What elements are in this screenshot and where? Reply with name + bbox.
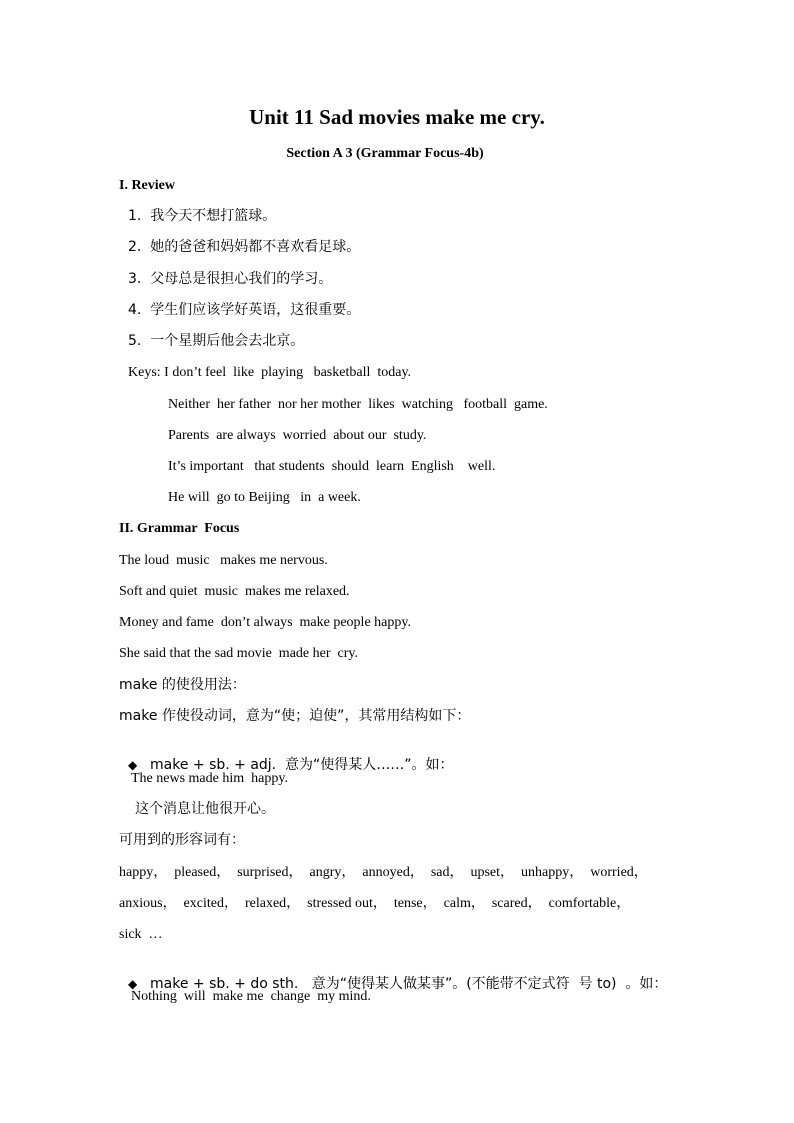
review-heading: I. Review: [119, 178, 175, 193]
grammar-sentence-1: The loud music makes me nervous.: [119, 553, 328, 568]
review-item-2: 2. 她的爸爸和妈妈都不喜欢看足球。: [128, 239, 361, 255]
bullet-1-text: make + sb. + adj. 意为“使得某人……”。如：: [150, 757, 454, 773]
adjective-list-1: happy， pleased， surprised， angry， annoyed， sad， upset， unhappy， worried，: [119, 865, 648, 880]
review-item-1: 1. 我今天不想打篮球。: [128, 208, 277, 224]
diamond-bullet-icon: ◆: [128, 977, 138, 991]
adjective-intro: 可用到的形容词有：: [119, 832, 245, 848]
example-1-en: The news made him happy.: [131, 771, 288, 786]
keys-line-5: He will go to Beijing in a week.: [168, 490, 361, 505]
adjective-list-2: anxious， excited， relaxed， stressed out， tense， calm， scared， comfortable，: [119, 896, 631, 911]
keys-line-2: Neither her father nor her mother likes watching football game.: [168, 397, 548, 412]
keys-line-1: Keys: I don’t feel like playing basketball today.: [128, 365, 412, 380]
review-item-5: 5. 一个星期后他会去北京。: [128, 333, 305, 349]
make-definition: make 作使役动词，意为“使；迫使”，其常用结构如下：: [119, 708, 471, 724]
make-usage: make 的使役用法：: [119, 677, 246, 693]
section-subtitle: Section A 3 (Grammar Focus-4b): [286, 146, 484, 161]
grammar-sentence-4: She said that the sad movie made her cry.: [119, 646, 358, 661]
review-item-4: 4. 学生们应该学好英语，这很重要。: [128, 302, 361, 318]
grammar-sentence-2: Soft and quiet music makes me relaxed.: [119, 584, 350, 599]
bullet-2-text: make + sb. + do sth. 意为“使得某人做某事”。(不能带不定式符 号 to) 。如：: [150, 976, 668, 992]
example-1-cn: 这个消息让他很开心。: [135, 801, 275, 817]
page-title: Unit 11 Sad movies make me cry.: [249, 105, 545, 129]
grammar-heading: II. Grammar Focus: [119, 521, 240, 536]
example-2-en: Nothing will make me change my mind.: [131, 989, 371, 1004]
review-item-3: 3. 父母总是很担心我们的学习。: [128, 271, 333, 287]
adjective-list-3: sick …: [119, 927, 163, 942]
grammar-sentence-3: Money and fame don’t always make people happy.: [119, 615, 411, 630]
diamond-bullet-icon: ◆: [128, 758, 138, 772]
keys-line-4: It’s important that students should learn English well.: [168, 459, 496, 474]
keys-line-3: Parents are always worried about our study.: [168, 428, 427, 443]
